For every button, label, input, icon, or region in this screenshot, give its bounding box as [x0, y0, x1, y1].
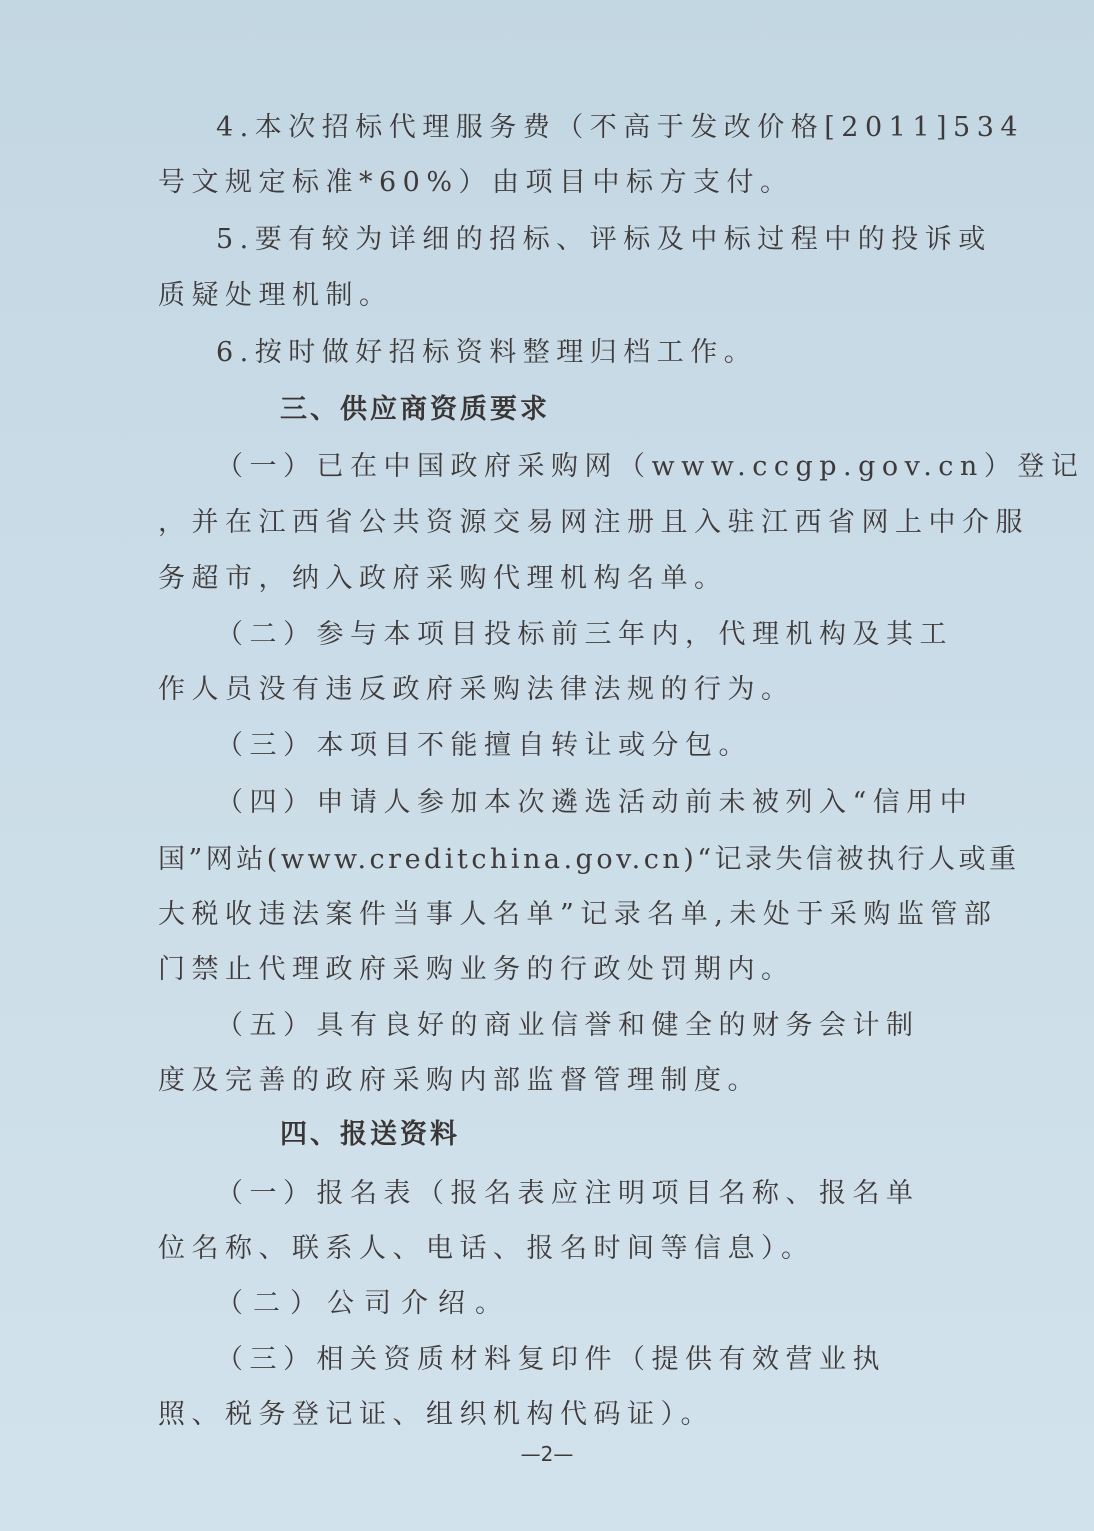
qualification-1: （一）已在中国政府采购网（www.ccgp.gov.cn）登记	[216, 451, 1085, 482]
paragraph-item-5-cont: 质疑处理机制。	[158, 280, 393, 311]
qualification-3: （三）本项目不能擅自转让或分包。	[216, 730, 752, 761]
qualification-2: （二）参与本项目投标前三年内，代理机构及其工	[216, 619, 953, 650]
paragraph-item-4: 4.本次招标代理服务费（不高于发改价格[2011]534	[216, 112, 1025, 143]
materials-1: （一）报名表（报名表应注明项目名称、报名单	[216, 1178, 920, 1209]
materials-1-cont: 位名称、联系人、电话、报名时间等信息）。	[158, 1233, 815, 1264]
page-number: —2—	[520, 1442, 574, 1466]
paragraph-item-4-cont: 号文规定标准*60%）由项目中标方支付。	[158, 167, 794, 198]
section-heading-3: 三、供应商资质要求	[280, 394, 550, 425]
qualification-4-cont-3: 门禁止代理政府采购业务的行政处罚期内。	[158, 954, 795, 985]
qualification-4-cont-2: 大税收违法案件当事人名单”记录名单,未处于采购监管部	[158, 899, 998, 930]
paragraph-item-6: 6.按时做好招标资料整理归档工作。	[216, 337, 758, 368]
materials-3-cont: 照、税务登记证、组织机构代码证）。	[158, 1399, 714, 1430]
qualification-5: （五）具有良好的商业信誉和健全的财务会计制	[216, 1010, 920, 1041]
qualification-2-cont: 作人员没有违反政府采购法律法规的行为。	[158, 674, 795, 705]
qualification-4-cont-1: 国”网站(www.creditchina.gov.cn)“记录失信被执行人或重	[158, 844, 1020, 875]
qualification-1-cont-1: ，并在江西省公共资源交易网注册且入驻江西省网上中介服	[158, 507, 1029, 538]
qualification-5-cont: 度及完善的政府采购内部监督管理制度。	[158, 1065, 761, 1096]
qualification-1-cont-2: 务超市，纳入政府采购代理机构名单。	[158, 563, 728, 594]
materials-2: （二）公司介绍。	[216, 1288, 512, 1319]
materials-3: （三）相关资质材料复印件（提供有效营业执	[216, 1344, 886, 1375]
section-heading-4: 四、报送资料	[280, 1119, 460, 1150]
paragraph-item-5: 5.要有较为详细的招标、评标及中标过程中的投诉或	[216, 224, 992, 255]
qualification-4: （四）申请人参加本次遴选活动前未被列入“信用中	[216, 787, 974, 818]
